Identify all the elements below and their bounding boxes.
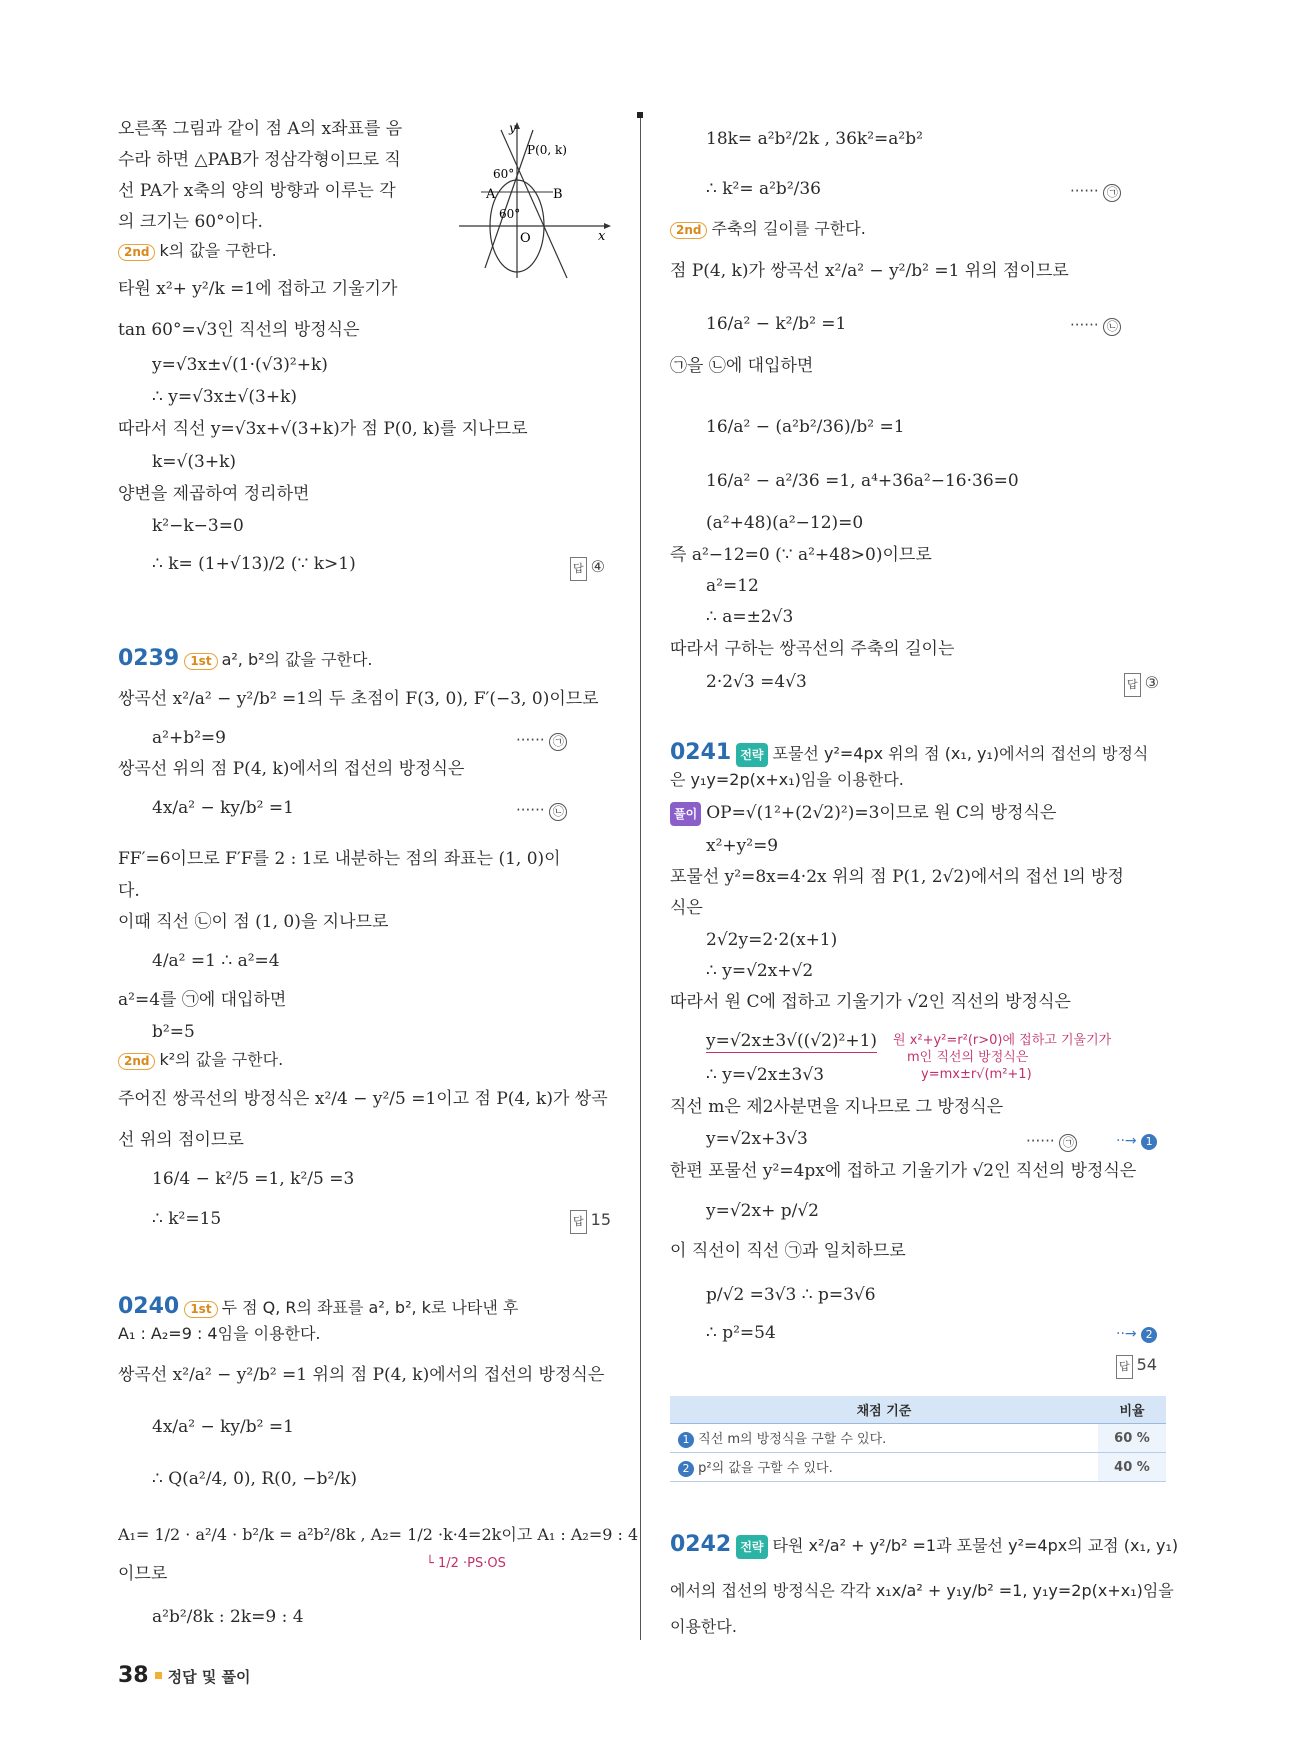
- strategy-text: 포물선 y²=4px 위의 점 (x₁, y₁)에서의 접선의 방정식: [772, 744, 1149, 763]
- b-label: B: [553, 187, 563, 202]
- solution-line: (a²+48)(a²−12)=0: [706, 513, 864, 533]
- solution-line: 16/a² − a²/36 =1, a⁴+36a²−16·36=0: [706, 471, 1019, 491]
- grading-step-1: ··→ 1: [1116, 1130, 1157, 1152]
- step-title: a², b²의 값을 구한다.: [221, 650, 373, 669]
- step-badge: 2nd: [118, 1053, 155, 1070]
- ellipse-tangent-figure: [455, 118, 615, 288]
- angle-top: 60°: [493, 167, 515, 181]
- grading-row: [670, 1453, 1166, 1482]
- solution-line: y=√2x+3√3: [706, 1129, 808, 1149]
- problem-number: 0240: [118, 1294, 180, 1319]
- divider-dot: [637, 112, 643, 118]
- intro-line: 의 크기는 60°이다.: [118, 212, 263, 232]
- solution-line: a²=4를 ㉠에 대입하면: [118, 990, 287, 1010]
- solution-line: 점 P(4, k)가 쌍곡선 x²/a² − y²/b² =1 위의 점이므로: [670, 261, 1069, 281]
- answer-value: ④: [590, 557, 605, 576]
- solution-line: ㉠을 ㉡에 대입하면: [670, 356, 814, 376]
- step-title: 두 점 Q, R의 좌표를 a², b², k로 나타낸 후: [221, 1298, 519, 1317]
- problem-number: 0241: [670, 740, 732, 765]
- solution-line: 4x/a² − ky/b² =1: [152, 1417, 294, 1437]
- grading-header-row: [670, 1396, 1166, 1424]
- step2-heading: [118, 1049, 283, 1071]
- answer-icon: 답: [1124, 673, 1141, 697]
- strategy-tag: 전략: [736, 743, 767, 767]
- step-title: 주축의 길이를 구한다.: [711, 219, 866, 238]
- note-line: y=mx±r√(m²+1): [921, 1067, 1032, 1082]
- note-line: 원 x²+y²=r²(r>0)에 접하고 기울기가: [893, 1033, 1112, 1048]
- problem-0241-heading: [670, 742, 1148, 767]
- solution-line: 포물선 y²=8x=4·2x 위의 점 P(1, 2√2)에서의 접선 l의 방정: [670, 867, 1124, 887]
- marker-a: ······ ㉠: [1070, 180, 1121, 202]
- solution-line: a²=12: [706, 576, 759, 596]
- solution-line: ∴ k²=15: [152, 1209, 222, 1229]
- solution-line: p/√2 =3√3 ∴ p=3√6: [706, 1285, 876, 1305]
- grading-header: 채점 기준: [670, 1396, 1098, 1424]
- solution-line: 식은: [670, 898, 703, 918]
- solution-line: tan 60°=√3인 직선의 방정식은: [118, 320, 360, 340]
- step2-heading: [670, 218, 866, 240]
- solution-line: 주어진 쌍곡선의 방정식은 x²/4 − y²/5 =1이고 점 P(4, k)가 쌍곡: [118, 1089, 608, 1109]
- grading-step-2: ··→ 2: [1116, 1323, 1157, 1345]
- solution-line: 직선 m은 제2사분면을 지나므로 그 방정식은: [670, 1097, 1004, 1117]
- o-label: O: [520, 231, 531, 246]
- column-divider: [640, 112, 641, 1640]
- solution-line: a²+b²=9: [152, 728, 226, 748]
- solution-line: 16/a² − (a²b²/36)/b² =1: [706, 417, 905, 437]
- solution-line: 쌍곡선 x²/a² − y²/b² =1의 두 초점이 F(3, 0), F′(−3, 0)이므로: [118, 689, 599, 709]
- solution-line: 4x/a² − ky/b² =1: [152, 798, 294, 818]
- answer-value: 54: [1136, 1355, 1157, 1374]
- solution-line: 양변을 제곱하여 정리하면: [118, 484, 310, 504]
- criterion-text: p²의 값을 구할 수 있다.: [698, 1461, 833, 1476]
- solution-line: y=√2x±3√((√2)²+1): [706, 1031, 878, 1051]
- solution-line: ∴ k= (1+√13)/2 (∵ k>1): [152, 554, 356, 574]
- problem-number: 0239: [118, 646, 180, 671]
- solution-line: 다.: [118, 881, 140, 901]
- solution-line: 18k= a²b²/2k , 36k²=a²b²: [706, 129, 923, 149]
- grading-table: [670, 1396, 1166, 1482]
- solution-text: OP=√(1²+(2√2)²)=3이므로 원 C의 방정식은: [706, 803, 1057, 823]
- marker-2: ······ ㉡: [516, 799, 567, 821]
- solution-line: ∴ k²= a²b²/36: [706, 179, 821, 199]
- strategy-text-cont: 이용한다.: [670, 1617, 737, 1636]
- a-label: A: [486, 187, 496, 202]
- step-circle: 2: [1141, 1327, 1157, 1343]
- step-title-cont: A₁ : A₂=9 : 4임을 이용한다.: [118, 1324, 321, 1343]
- solution-line: 4/a² =1 ∴ a²=4: [152, 951, 280, 971]
- marker-circle: ㉠: [549, 733, 567, 751]
- p-label: P(0, k): [527, 143, 567, 157]
- solution-line: k=√(3+k): [152, 452, 237, 472]
- marker-circle: ㉠: [1059, 1134, 1077, 1152]
- solution-line: FF′=6이므로 F′F를 2 : 1로 내분하는 점의 좌표는 (1, 0)이: [118, 849, 561, 869]
- problem-0239-heading: [118, 648, 373, 671]
- marker-b: ······ ㉡: [1070, 314, 1121, 336]
- solution-line: 이때 직선 ㉡이 점 (1, 0)을 지나므로: [118, 912, 389, 932]
- strategy-text-cont: 은 y₁y=2p(x+x₁)임을 이용한다.: [670, 770, 904, 789]
- solution-line: 이므로: [118, 1564, 168, 1584]
- marker-circle: ㉠: [1103, 184, 1121, 202]
- page-number: 38: [118, 1663, 149, 1688]
- step2-heading: [118, 240, 277, 262]
- page-footer: [118, 1663, 251, 1688]
- solution-line: 타원 x²+ y²/k =1에 접하고 기울기가: [118, 279, 398, 299]
- note-line: m인 직선의 방정식은: [907, 1050, 1029, 1065]
- solution-line: y=√2x+ p/√2: [706, 1201, 819, 1221]
- step-circle: 2: [678, 1461, 694, 1477]
- intro-line: 선 PA가 x축의 양의 방향과 이루는 각: [118, 181, 396, 201]
- solution-line: k²−k−3=0: [152, 516, 244, 536]
- solution-tag: 풀이: [670, 802, 701, 826]
- solution-line: 선 위의 점이므로: [118, 1130, 244, 1150]
- step-badge: 2nd: [118, 244, 155, 261]
- solution-line: 쌍곡선 위의 점 P(4, k)에서의 접선의 방정식은: [118, 759, 465, 779]
- answer-value: 15: [590, 1210, 611, 1229]
- marker-circle: ㉡: [1103, 318, 1121, 336]
- marker-1: ······ ㉠: [516, 729, 567, 751]
- solution-line: x²+y²=9: [706, 836, 779, 856]
- circle-tangent-note: [893, 1032, 1111, 1083]
- solution-line: 16/4 − k²/5 =1, k²/5 =3: [152, 1169, 355, 1189]
- answer-0241: [1116, 1354, 1157, 1379]
- solution-line: 16/a² − k²/b² =1: [706, 314, 847, 334]
- solution-line: ∴ y=√2x+√2: [706, 961, 814, 981]
- solution-line: 따라서 구하는 쌍곡선의 주축의 길이는: [670, 639, 955, 659]
- grading-row: [670, 1424, 1166, 1453]
- solution-line: 이 직선이 직선 ㉠과 일치하므로: [670, 1241, 906, 1261]
- footer-label: 정답 및 풀이: [167, 1668, 251, 1686]
- solution-line: 따라서 원 C에 접하고 기울기가 √2인 직선의 방정식은: [670, 992, 1071, 1012]
- x-label: x: [598, 229, 606, 244]
- grading-pct: 60 %: [1098, 1424, 1166, 1453]
- grading-criterion: [670, 1424, 1098, 1453]
- answer-icon: 답: [570, 1210, 587, 1234]
- marker-c: ······ ㉠: [1026, 1130, 1077, 1152]
- step-circle: 1: [1141, 1134, 1157, 1150]
- intro-line: 수라 하면 △PAB가 정삼각형이므로 직: [118, 150, 401, 170]
- angle-bottom: 60°: [499, 207, 521, 221]
- marker-circle: ㉡: [549, 803, 567, 821]
- solution-line-first: [670, 802, 1056, 826]
- solution-line: 2·2√3 =4√3: [706, 672, 807, 692]
- grading-header-pct: 비율: [1098, 1396, 1166, 1424]
- solution-line: 2√2y=2·2(x+1): [706, 930, 838, 950]
- footer-square-icon: [155, 1672, 162, 1679]
- step-badge: 1st: [184, 1301, 217, 1318]
- solution-line: ∴ p²=54: [706, 1323, 776, 1343]
- solution-line: 한편 포물선 y²=4px에 접하고 기울기가 √2인 직선의 방정식은: [670, 1161, 1137, 1181]
- answer-b: [1124, 672, 1159, 697]
- y-label: y: [509, 121, 516, 135]
- solution-line: 쌍곡선 x²/a² − y²/b² =1 위의 점 P(4, k)에서의 접선의 방정식은: [118, 1365, 605, 1385]
- problem-number: 0242: [670, 1532, 732, 1557]
- criterion-text: 직선 m의 방정식을 구할 수 있다.: [698, 1432, 887, 1447]
- answer-value: ③: [1144, 673, 1159, 692]
- solution-line: a²b²/8k : 2k=9 : 4: [152, 1607, 304, 1627]
- step-badge: 2nd: [670, 222, 707, 239]
- solution-line: 즉 a²−12=0 (∵ a²+48>0)이므로: [670, 545, 932, 565]
- solution-line: ∴ y=√3x±√(3+k): [152, 387, 298, 407]
- solution-line: 따라서 직선 y=√3x+√(3+k)가 점 P(0, k)를 지나므로: [118, 419, 528, 439]
- strategy-text-cont: 에서의 접선의 방정식은 각각 x₁x/a² + y₁y/b² =1, y₁y=2p(x+x₁)임을: [670, 1581, 1174, 1600]
- strategy-text: 타원 x²/a² + y²/b² =1과 포물선 y²=4px의 교점 (x₁, y₁): [772, 1536, 1179, 1555]
- problem-0240-heading: [118, 1296, 518, 1319]
- answer-icon: 답: [570, 557, 587, 581]
- area-note-text: 1/2 ·PS·OS: [437, 1556, 506, 1571]
- step-title: k의 값을 구한다.: [159, 241, 277, 260]
- solution-line: y=√3x±√(1·(√3)²+k): [152, 355, 328, 375]
- solution-line: b²=5: [152, 1022, 195, 1042]
- step-title: k²의 값을 구한다.: [159, 1050, 284, 1069]
- answer-a: [570, 556, 605, 581]
- solution-line: ∴ a=±2√3: [706, 607, 794, 627]
- step-circle: 1: [678, 1432, 694, 1448]
- area-note: └ 1/2 ·PS·OS: [426, 1556, 506, 1571]
- grading-criterion: [670, 1453, 1098, 1482]
- solution-line: A₁= 1/2 · a²/4 · b²/k = a²b²/8k , A₂= 1/2 ·k·4=2k이고 A₁ : A₂=9 : 4: [118, 1525, 639, 1544]
- step-badge: 1st: [184, 653, 217, 670]
- answer-icon: 답: [1116, 1355, 1133, 1379]
- solution-line: ∴ Q(a²/4, 0), R(0, −b²/k): [152, 1469, 358, 1489]
- strategy-tag: 전략: [736, 1535, 767, 1559]
- problem-0242-heading: [670, 1534, 1178, 1559]
- answer-0239: [570, 1209, 611, 1234]
- intro-line: 오른쪽 그림과 같이 점 A의 x좌표를 음: [118, 119, 403, 139]
- grading-pct: 40 %: [1098, 1453, 1166, 1482]
- solution-line: ∴ y=√2x±3√3: [706, 1065, 825, 1085]
